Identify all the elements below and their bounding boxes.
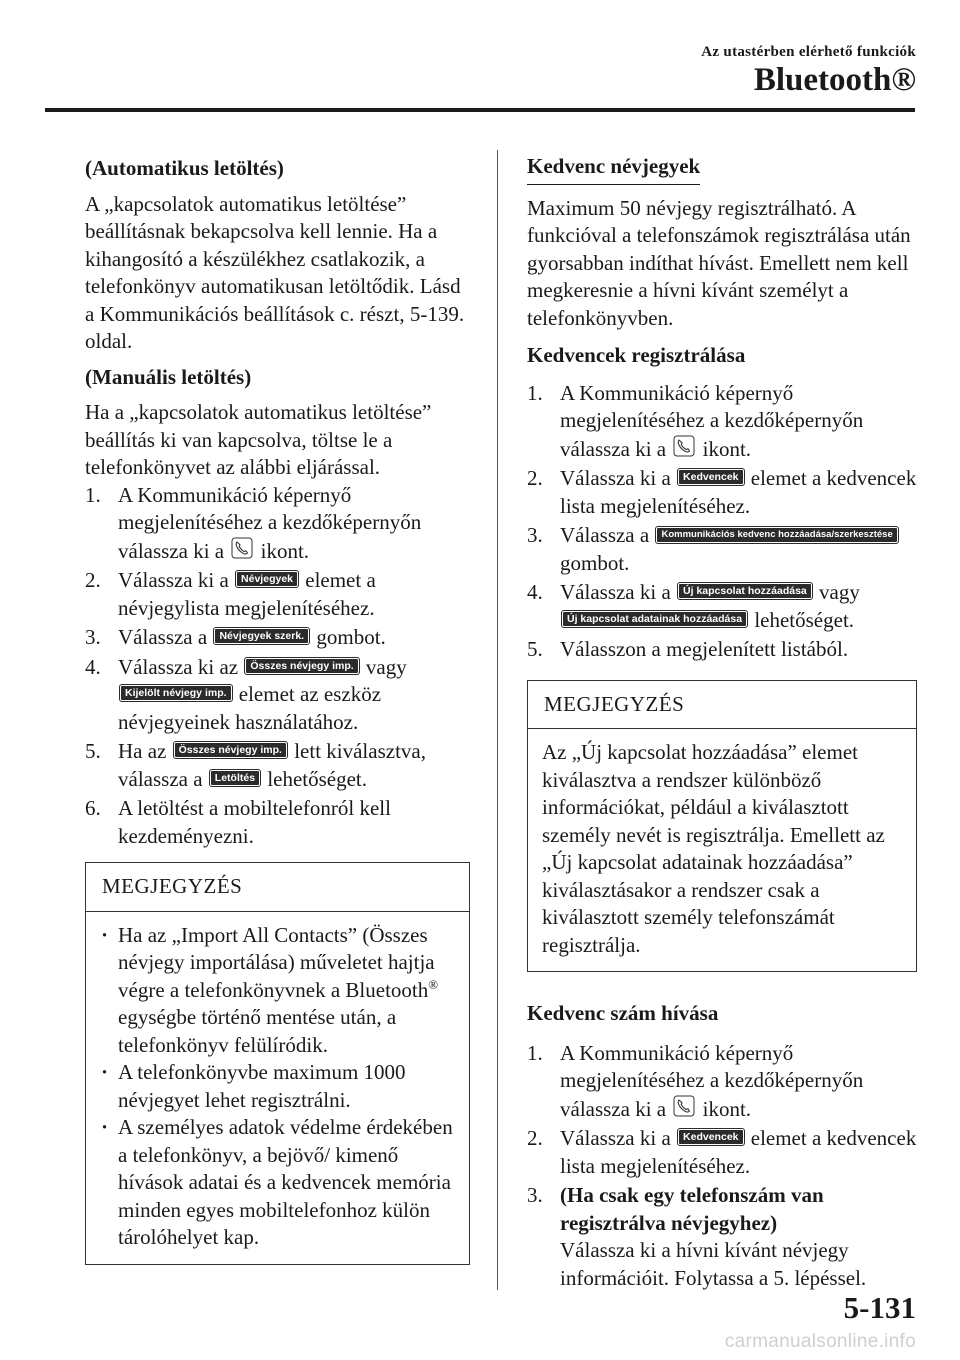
page-title: Bluetooth® (753, 62, 916, 98)
note-bullet: · A személyes adatok védelme érdekében a telefonkönyv, a bejövő/ kimenő hívások adatai és a kedvencek memória minden egyes mobiltelefonhoz külön tárolóhelyet kap. (100, 1114, 455, 1252)
step (527, 380, 917, 464)
import-selected-contacts-button: Kijelölt névjegy imp. (120, 685, 232, 701)
note-body (528, 729, 916, 971)
step-text: Válassza a (560, 523, 650, 547)
step-number: 2. (85, 568, 101, 592)
step (527, 636, 917, 664)
step-number: 2. (527, 1126, 543, 1150)
step-text: lett kiválasztva, válassza a (118, 739, 426, 791)
step (527, 465, 917, 520)
step-text: Válassza ki az (118, 654, 239, 679)
step-number: 3. (527, 523, 543, 547)
step-text: elemet az eszköz névjegyeinek használatához. (118, 682, 382, 734)
download-button: Letöltés (210, 770, 260, 786)
call-steps (527, 1040, 917, 1293)
note-bullet-text: egységbe történő mentése után, a telefonkönyv felülíródik. (118, 1005, 397, 1057)
note-box (527, 680, 917, 973)
step (85, 482, 470, 566)
step (85, 795, 470, 850)
note-body (86, 912, 469, 1264)
step-number: 1. (85, 482, 101, 507)
watermark: carmanualsonline.info (724, 1331, 916, 1352)
step-text: vagy (819, 580, 860, 604)
phone-icon (673, 1095, 695, 1117)
step-number: 5. (85, 739, 101, 763)
import-all-contacts-button: Összes névjegy imp. (245, 658, 358, 674)
add-new-contact-button: Új kapcsolat hozzáadása (678, 583, 812, 599)
step-text: ikont. (702, 1096, 752, 1121)
registered-mark: ® (428, 976, 439, 992)
step-text: vagy (365, 654, 407, 679)
header-rule (45, 108, 915, 112)
note-text: Az „Új kapcsolat hozzáadása” elemet kiválasztva a rendszer különböző információkat, például a kiválasztott személy nevét is regisztrálja. Emellett az „Új kapcsolat adatainak hozzáadása” kiválasztásakor a rendszer csak a kiválasztott személy telefonszámát regisztrálja. (542, 740, 885, 957)
step (85, 654, 470, 737)
step-text: Válasszon a megjelenített listából. (560, 637, 849, 661)
note-bullet-text: Ha az „Import All Contacts” (Összes névjegy importálása) műveletet hajtja végre a telefonkönyvnek a Bluetooth (118, 922, 435, 1002)
add-contact-details-button: Új kapcsolat adatainak hozzáadása (562, 611, 747, 627)
add-edit-favorite-button: Kommunikációs kedvenc hozzáadása/szerkesztése (656, 527, 897, 543)
step (85, 738, 470, 793)
manual-download-text: Ha a „kapcsolatok automatikus letöltése” beállítás ki van kapcsolva, töltse le a telefonkönyvet az alábbi eljárással. (85, 400, 432, 479)
column-divider (497, 150, 498, 1290)
step-number: 1. (527, 380, 543, 405)
import-all-contacts-button: Összes névjegy imp. (174, 742, 287, 758)
note-box (85, 862, 470, 1265)
step-text: A Kommunikáció képernyő megjelenítéséhez a kezdőképernyőn válassza ki a (560, 380, 864, 461)
contacts-button: Névjegyek (236, 571, 298, 587)
step-text: Válassza ki a hívni kívánt névjegy információit. Folytassa a 5. lépéssel. (560, 1238, 867, 1290)
favorites-button: Kedvencek (678, 469, 743, 485)
step-bold-text: (Ha csak egy telefonszám van regisztrálva névjegyhez) (560, 1183, 824, 1235)
step-text: gombot. (316, 625, 386, 649)
favorites-text: Maximum 50 névjegy regisztrálható. A funkcióval a telefonszámok regisztrálása után gyorsabban indíthat hívást. Emellett nem kell megkeresnie a hívni kívánt személyt a telefonkönyvben. (527, 195, 911, 330)
header-section: Az utastérben elérhető funkciók (701, 44, 916, 60)
step-number: 6. (85, 796, 101, 820)
step-text: Válassza ki a (560, 466, 671, 490)
step-number: 2. (527, 466, 543, 490)
auto-download-text: A „kapcsolatok automatikus letöltése” beállításnak bekapcsolva kell lennie. Ha a kihangosító a készülékhez csatlakozik, a telefonkönyv automatikusan letöltődik. Lásd a Kommunikációs beállítások c. részt, 5-139. oldal. (85, 191, 465, 353)
step (527, 1040, 917, 1124)
step (527, 1125, 917, 1180)
step-text: A Kommunikáció képernyő megjelenítéséhez a kezdőképernyőn válassza ki a (560, 1040, 864, 1121)
step-number: 4. (527, 580, 543, 604)
call-favorite-heading: Kedvenc szám hívása (527, 1001, 719, 1025)
step-text: Válassza ki a (560, 1126, 671, 1150)
phone-icon (231, 537, 253, 559)
step-text: elemet a kedvencek lista megjelenítéséhez. (560, 1126, 917, 1178)
step (527, 1182, 917, 1292)
step-text: ikont. (260, 538, 310, 563)
edit-contacts-button: Névjegyek szerk. (214, 628, 309, 644)
note-title: MEGJEGYZÉS (86, 863, 469, 912)
step-number: 5. (527, 637, 543, 661)
phone-icon (673, 435, 695, 457)
step-number: 4. (85, 654, 101, 679)
step-text: lehetőséget. (267, 766, 368, 791)
favorites-button: Kedvencek (678, 1129, 743, 1145)
register-steps (527, 380, 917, 664)
step (527, 579, 917, 634)
note-bullet: · A telefonkönyvbe maximum 1000 névjegyet lehet regisztrálni. (100, 1059, 455, 1114)
step-text: lehetőséget. (754, 607, 855, 632)
step (527, 522, 917, 577)
step-text: A Kommunikáció képernyő megjelenítéséhez a kezdőképernyőn válassza ki a (118, 482, 422, 563)
page-number: 5-131 (843, 1290, 916, 1325)
manual-download-heading: (Manuális letöltés) (85, 364, 252, 389)
favorites-heading: Kedvenc névjegyek (527, 153, 700, 185)
step-text: elemet a kedvencek lista megjelenítéséhez. (560, 466, 917, 518)
step-text: A letöltést a mobiltelefonról kell kezdeményezni. (118, 796, 391, 848)
step-text: Ha az (118, 739, 167, 763)
manual-steps (85, 482, 470, 851)
step-number: 3. (527, 1183, 543, 1207)
step-number: 3. (85, 625, 101, 649)
step-text: elemet a névjegylista megjelenítéséhez. (118, 568, 376, 620)
step-text: gombot. (560, 550, 630, 575)
step-text: Válassza ki a (118, 568, 229, 592)
step-text: ikont. (702, 436, 752, 461)
step-text: Válassza a (118, 625, 208, 649)
register-favorites-heading: Kedvencek regisztrálása (527, 343, 746, 367)
note-bullet (100, 922, 455, 1060)
step-text: Válassza ki a (560, 580, 671, 604)
step (85, 624, 470, 652)
step-number: 1. (527, 1040, 543, 1065)
auto-download-heading: (Automatikus letöltés) (85, 156, 284, 180)
step (85, 567, 470, 622)
right-column (527, 148, 917, 1298)
note-title: MEGJEGYZÉS (528, 681, 916, 730)
left-column (85, 155, 470, 1279)
